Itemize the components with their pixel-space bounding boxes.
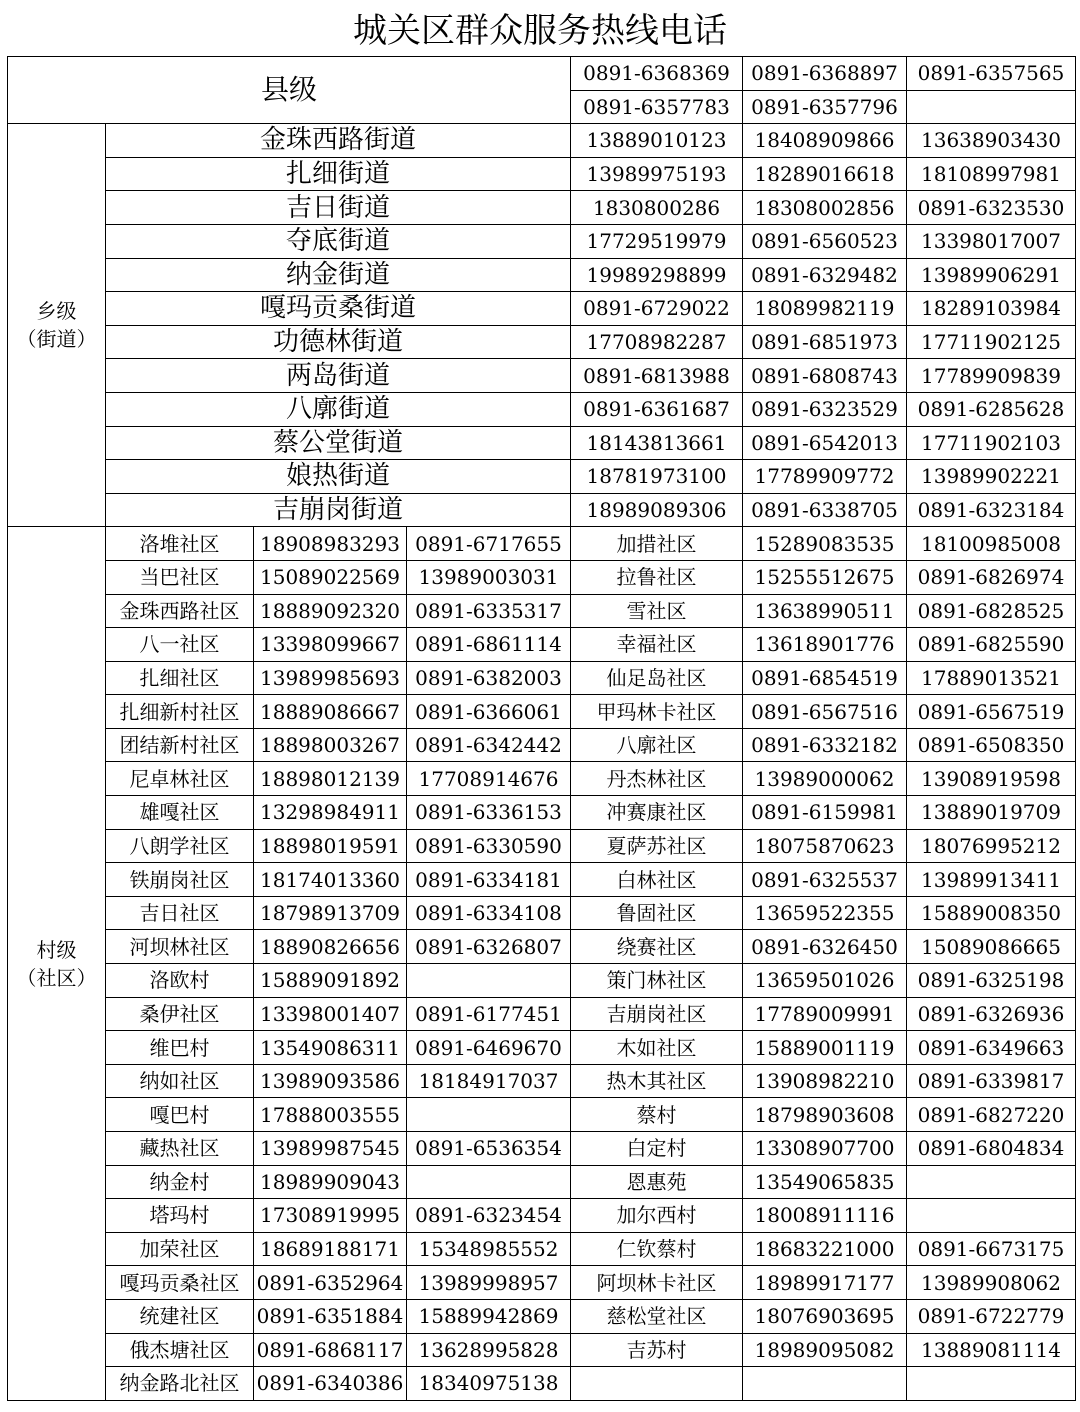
village-row bbox=[8, 762, 1076, 796]
village-row bbox=[8, 1266, 1076, 1300]
community-phone: 0891-6827220 bbox=[907, 1098, 1076, 1132]
community-phone: 13549086311 bbox=[254, 1031, 407, 1065]
street-name: 扎细街道 bbox=[106, 157, 571, 191]
community-phone: 0891-6351884 bbox=[254, 1299, 407, 1333]
street-phone: 19989298899 bbox=[571, 258, 743, 292]
street-phone: 0891-6851973 bbox=[743, 325, 907, 359]
community-phone: 0891-6469670 bbox=[407, 1031, 571, 1065]
community-phone bbox=[407, 1098, 571, 1132]
community-phone: 0891-6326807 bbox=[407, 930, 571, 964]
community-name: 蔡村 bbox=[571, 1098, 743, 1132]
community-phone: 0891-6339817 bbox=[907, 1064, 1076, 1098]
community-phone: 15255512675 bbox=[743, 560, 907, 594]
township-label-line1: 乡级 bbox=[36, 299, 77, 324]
community-phone: 18683221000 bbox=[743, 1232, 907, 1266]
community-name: 仙足岛社区 bbox=[571, 661, 743, 695]
community-name bbox=[571, 1367, 743, 1401]
community-name: 嘎玛贡桑社区 bbox=[106, 1266, 254, 1300]
community-phone: 0891-6330590 bbox=[407, 829, 571, 863]
community-name: 扎细社区 bbox=[106, 661, 254, 695]
community-phone: 0891-6326936 bbox=[907, 997, 1076, 1031]
community-phone: 18174013360 bbox=[254, 863, 407, 897]
community-name: 吉崩岗社区 bbox=[571, 997, 743, 1031]
village-row bbox=[8, 1064, 1076, 1098]
township-row bbox=[8, 325, 1076, 359]
community-phone: 13638990511 bbox=[743, 594, 907, 628]
community-phone: 13989093586 bbox=[254, 1064, 407, 1098]
community-name: 加荣社区 bbox=[106, 1232, 254, 1266]
street-name: 两岛街道 bbox=[106, 359, 571, 393]
street-phone: 0891-6329482 bbox=[743, 258, 907, 292]
street-phone: 18089982119 bbox=[743, 292, 907, 326]
community-phone bbox=[743, 1367, 907, 1401]
township-row bbox=[8, 157, 1076, 191]
street-phone: 0891-6338705 bbox=[743, 493, 907, 527]
community-name: 藏热社区 bbox=[106, 1132, 254, 1166]
community-name: 团结新村社区 bbox=[106, 728, 254, 762]
community-phone: 15089022569 bbox=[254, 560, 407, 594]
street-phone: 0891-6323184 bbox=[907, 493, 1076, 527]
street-phone: 0891-6285628 bbox=[907, 392, 1076, 426]
community-phone: 0891-6508350 bbox=[907, 728, 1076, 762]
street-name: 纳金街道 bbox=[106, 258, 571, 292]
street-phone: 18408909866 bbox=[743, 124, 907, 158]
village-row bbox=[8, 1199, 1076, 1233]
community-name: 俄杰塘社区 bbox=[106, 1333, 254, 1367]
community-phone: 18989917177 bbox=[743, 1266, 907, 1300]
community-phone bbox=[407, 1165, 571, 1199]
community-name: 纳如社区 bbox=[106, 1064, 254, 1098]
village-label-line1: 村级 bbox=[36, 937, 77, 962]
community-name: 加尔西村 bbox=[571, 1199, 743, 1233]
street-phone: 13889010123 bbox=[571, 124, 743, 158]
community-phone: 13989913411 bbox=[907, 863, 1076, 897]
street-phone: 13989975193 bbox=[571, 157, 743, 191]
community-phone: 18340975138 bbox=[407, 1367, 571, 1401]
community-phone: 18008911116 bbox=[743, 1199, 907, 1233]
community-phone: 18908983293 bbox=[254, 527, 407, 561]
township-row bbox=[8, 124, 1076, 158]
community-phone: 0891-6673175 bbox=[907, 1232, 1076, 1266]
community-phone: 18076995212 bbox=[907, 829, 1076, 863]
community-phone: 18689188171 bbox=[254, 1232, 407, 1266]
community-phone: 0891-6861114 bbox=[407, 628, 571, 662]
community-name: 吉苏村 bbox=[571, 1333, 743, 1367]
community-phone: 18076903695 bbox=[743, 1299, 907, 1333]
village-row bbox=[8, 1031, 1076, 1065]
community-name: 河坝林社区 bbox=[106, 930, 254, 964]
community-phone: 13989985693 bbox=[254, 661, 407, 695]
street-phone: 18781973100 bbox=[571, 460, 743, 494]
community-phone: 13989908062 bbox=[907, 1266, 1076, 1300]
community-phone: 0891-6334108 bbox=[407, 896, 571, 930]
street-phone: 18308002856 bbox=[743, 191, 907, 225]
community-phone: 13298984911 bbox=[254, 796, 407, 830]
community-name: 白林社区 bbox=[571, 863, 743, 897]
community-name: 仁钦蔡村 bbox=[571, 1232, 743, 1266]
village-row bbox=[8, 964, 1076, 998]
township-row bbox=[8, 460, 1076, 494]
village-row bbox=[8, 560, 1076, 594]
township-row bbox=[8, 191, 1076, 225]
county-phone: 0891-6357783 bbox=[571, 90, 743, 124]
street-name: 吉日街道 bbox=[106, 191, 571, 225]
community-phone: 13659522355 bbox=[743, 896, 907, 930]
village-row bbox=[8, 728, 1076, 762]
community-phone: 13889019709 bbox=[907, 796, 1076, 830]
community-name: 木如社区 bbox=[571, 1031, 743, 1065]
community-name: 吉日社区 bbox=[106, 896, 254, 930]
street-phone: 18108997981 bbox=[907, 157, 1076, 191]
street-phone: 17789909772 bbox=[743, 460, 907, 494]
street-name: 娘热街道 bbox=[106, 460, 571, 494]
community-phone: 13549065835 bbox=[743, 1165, 907, 1199]
street-phone: 0891-6729022 bbox=[571, 292, 743, 326]
community-phone: 13618901776 bbox=[743, 628, 907, 662]
street-phone: 17711902125 bbox=[907, 325, 1076, 359]
community-name: 纳金村 bbox=[106, 1165, 254, 1199]
street-phone: 13398017007 bbox=[907, 224, 1076, 258]
community-phone: 0891-6722779 bbox=[907, 1299, 1076, 1333]
community-phone: 18889086667 bbox=[254, 695, 407, 729]
street-phone: 0891-6361687 bbox=[571, 392, 743, 426]
village-row bbox=[8, 1132, 1076, 1166]
community-name: 慈松堂社区 bbox=[571, 1299, 743, 1333]
street-name: 八廓街道 bbox=[106, 392, 571, 426]
community-phone: 18184917037 bbox=[407, 1064, 571, 1098]
community-name: 丹杰林社区 bbox=[571, 762, 743, 796]
street-phone: 1830800286 bbox=[571, 191, 743, 225]
village-row bbox=[8, 1098, 1076, 1132]
county-phone bbox=[907, 90, 1076, 124]
township-row bbox=[8, 292, 1076, 326]
community-phone: 15089086665 bbox=[907, 930, 1076, 964]
street-phone: 18289016618 bbox=[743, 157, 907, 191]
community-name: 雪社区 bbox=[571, 594, 743, 628]
village-row bbox=[8, 1367, 1076, 1401]
county-phone: 0891-6368897 bbox=[743, 57, 907, 91]
community-phone: 0891-6334181 bbox=[407, 863, 571, 897]
community-phone: 0891-6325537 bbox=[743, 863, 907, 897]
village-row bbox=[8, 1232, 1076, 1266]
county-phone: 0891-6357796 bbox=[743, 90, 907, 124]
village-row bbox=[8, 930, 1076, 964]
community-phone: 0891-6717655 bbox=[407, 527, 571, 561]
community-phone: 13889081114 bbox=[907, 1333, 1076, 1367]
community-name: 八廓社区 bbox=[571, 728, 743, 762]
community-phone: 17789009991 bbox=[743, 997, 907, 1031]
township-row bbox=[8, 224, 1076, 258]
community-phone: 0891-6825590 bbox=[907, 628, 1076, 662]
community-phone: 0891-6567519 bbox=[907, 695, 1076, 729]
community-name: 纳金路北社区 bbox=[106, 1367, 254, 1401]
community-phone: 15889091892 bbox=[254, 964, 407, 998]
community-phone: 13989000062 bbox=[743, 762, 907, 796]
community-phone: 18989095082 bbox=[743, 1333, 907, 1367]
street-name: 金珠西路街道 bbox=[106, 124, 571, 158]
community-name: 加措社区 bbox=[571, 527, 743, 561]
community-name: 甲玛林卡社区 bbox=[571, 695, 743, 729]
page-title: 城关区群众服务热线电话 bbox=[353, 11, 727, 51]
community-name: 冲赛康社区 bbox=[571, 796, 743, 830]
township-row bbox=[8, 359, 1076, 393]
street-phone: 0891-6560523 bbox=[743, 224, 907, 258]
community-phone: 0891-6567516 bbox=[743, 695, 907, 729]
community-phone: 0891-6804834 bbox=[907, 1132, 1076, 1166]
community-name: 雄嘎社区 bbox=[106, 796, 254, 830]
street-name: 功德林街道 bbox=[106, 325, 571, 359]
community-phone: 17888003555 bbox=[254, 1098, 407, 1132]
street-phone: 13638903430 bbox=[907, 124, 1076, 158]
street-phone: 0891-6808743 bbox=[743, 359, 907, 393]
community-phone: 13908982210 bbox=[743, 1064, 907, 1098]
hotline-table bbox=[7, 56, 1076, 1401]
community-phone: 18798903608 bbox=[743, 1098, 907, 1132]
township-level-label bbox=[8, 124, 106, 527]
community-phone: 18889092320 bbox=[254, 594, 407, 628]
community-phone: 0891-6868117 bbox=[254, 1333, 407, 1367]
street-phone: 13989906291 bbox=[907, 258, 1076, 292]
community-phone: 0891-6159981 bbox=[743, 796, 907, 830]
community-phone: 0891-6177451 bbox=[407, 997, 571, 1031]
community-phone: 0891-6349663 bbox=[907, 1031, 1076, 1065]
community-phone: 15289083535 bbox=[743, 527, 907, 561]
village-row bbox=[8, 1165, 1076, 1199]
township-row bbox=[8, 426, 1076, 460]
village-row bbox=[8, 997, 1076, 1031]
community-name: 洛堆社区 bbox=[106, 527, 254, 561]
community-name: 尼卓林社区 bbox=[106, 762, 254, 796]
township-row bbox=[8, 258, 1076, 292]
community-phone: 0891-6332182 bbox=[743, 728, 907, 762]
village-row bbox=[8, 527, 1076, 561]
township-label-line2: （街道） bbox=[16, 327, 97, 352]
community-phone: 18890826656 bbox=[254, 930, 407, 964]
village-row bbox=[8, 594, 1076, 628]
street-phone: 17708982287 bbox=[571, 325, 743, 359]
community-phone bbox=[907, 1199, 1076, 1233]
village-row bbox=[8, 661, 1076, 695]
community-name: 桑伊社区 bbox=[106, 997, 254, 1031]
community-name: 八朗学社区 bbox=[106, 829, 254, 863]
village-row bbox=[8, 695, 1076, 729]
community-name: 洛欧村 bbox=[106, 964, 254, 998]
street-name: 蔡公堂街道 bbox=[106, 426, 571, 460]
county-phone: 0891-6368369 bbox=[571, 57, 743, 91]
community-phone: 18898019591 bbox=[254, 829, 407, 863]
village-row bbox=[8, 896, 1076, 930]
village-row bbox=[8, 1299, 1076, 1333]
community-phone: 0891-6826974 bbox=[907, 560, 1076, 594]
community-phone: 13908919598 bbox=[907, 762, 1076, 796]
community-phone: 18989909043 bbox=[254, 1165, 407, 1199]
community-phone: 0891-6382003 bbox=[407, 661, 571, 695]
street-phone: 0891-6323529 bbox=[743, 392, 907, 426]
county-row bbox=[8, 57, 1076, 91]
community-name: 拉鲁社区 bbox=[571, 560, 743, 594]
community-phone: 18898003267 bbox=[254, 728, 407, 762]
community-name: 鲁固社区 bbox=[571, 896, 743, 930]
community-phone: 13398001407 bbox=[254, 997, 407, 1031]
community-phone: 0891-6854519 bbox=[743, 661, 907, 695]
community-name: 热木其社区 bbox=[571, 1064, 743, 1098]
community-name: 统建社区 bbox=[106, 1299, 254, 1333]
community-phone: 0891-6336153 bbox=[407, 796, 571, 830]
street-phone: 18289103984 bbox=[907, 292, 1076, 326]
street-phone: 0891-6323530 bbox=[907, 191, 1076, 225]
community-phone: 0891-6352964 bbox=[254, 1266, 407, 1300]
community-phone: 13989003031 bbox=[407, 560, 571, 594]
community-phone: 13659501026 bbox=[743, 964, 907, 998]
street-phone: 18143813661 bbox=[571, 426, 743, 460]
community-name: 八一社区 bbox=[106, 628, 254, 662]
street-phone: 0891-6813988 bbox=[571, 359, 743, 393]
community-phone: 0891-6323454 bbox=[407, 1199, 571, 1233]
community-phone: 13989998957 bbox=[407, 1266, 571, 1300]
street-phone: 18989089306 bbox=[571, 493, 743, 527]
village-row bbox=[8, 863, 1076, 897]
community-phone: 17708914676 bbox=[407, 762, 571, 796]
community-name: 幸福社区 bbox=[571, 628, 743, 662]
community-phone: 0891-6340386 bbox=[254, 1367, 407, 1401]
community-phone: 0891-6342442 bbox=[407, 728, 571, 762]
community-name: 当巴社区 bbox=[106, 560, 254, 594]
community-phone: 13398099667 bbox=[254, 628, 407, 662]
community-phone: 18798913709 bbox=[254, 896, 407, 930]
community-name: 恩惠苑 bbox=[571, 1165, 743, 1199]
street-phone: 17711902103 bbox=[907, 426, 1076, 460]
township-row bbox=[8, 392, 1076, 426]
street-name: 夺底街道 bbox=[106, 224, 571, 258]
village-row bbox=[8, 796, 1076, 830]
village-row bbox=[8, 1333, 1076, 1367]
community-phone: 0891-6366061 bbox=[407, 695, 571, 729]
community-phone: 17308919995 bbox=[254, 1199, 407, 1233]
street-phone: 0891-6542013 bbox=[743, 426, 907, 460]
street-phone: 17729519979 bbox=[571, 224, 743, 258]
street-phone: 13989902221 bbox=[907, 460, 1076, 494]
county-label: 县级 bbox=[8, 57, 571, 124]
community-phone: 13628995828 bbox=[407, 1333, 571, 1367]
village-level-label bbox=[8, 527, 106, 1400]
community-phone: 18075870623 bbox=[743, 829, 907, 863]
community-name: 嘎巴村 bbox=[106, 1098, 254, 1132]
community-phone bbox=[907, 1165, 1076, 1199]
community-phone bbox=[907, 1367, 1076, 1401]
community-phone: 15889942869 bbox=[407, 1299, 571, 1333]
community-phone: 13308907700 bbox=[743, 1132, 907, 1166]
community-name: 维巴村 bbox=[106, 1031, 254, 1065]
community-name: 策门林社区 bbox=[571, 964, 743, 998]
community-phone: 13989987545 bbox=[254, 1132, 407, 1166]
township-row bbox=[8, 493, 1076, 527]
village-row bbox=[8, 628, 1076, 662]
community-name: 扎细新村社区 bbox=[106, 695, 254, 729]
street-phone: 17789909839 bbox=[907, 359, 1076, 393]
community-name: 铁崩岗社区 bbox=[106, 863, 254, 897]
community-name: 白定村 bbox=[571, 1132, 743, 1166]
village-row bbox=[8, 829, 1076, 863]
community-name: 金珠西路社区 bbox=[106, 594, 254, 628]
community-phone: 0891-6828525 bbox=[907, 594, 1076, 628]
community-name: 绕赛社区 bbox=[571, 930, 743, 964]
village-label-line2: （社区） bbox=[16, 965, 97, 990]
community-phone: 15889008350 bbox=[907, 896, 1076, 930]
street-name: 吉崩岗街道 bbox=[106, 493, 571, 527]
community-phone: 0891-6335317 bbox=[407, 594, 571, 628]
community-name: 塔玛村 bbox=[106, 1199, 254, 1233]
community-phone: 15889001119 bbox=[743, 1031, 907, 1065]
community-name: 夏萨苏社区 bbox=[571, 829, 743, 863]
community-phone: 18898012139 bbox=[254, 762, 407, 796]
community-phone: 0891-6536354 bbox=[407, 1132, 571, 1166]
community-phone: 0891-6325198 bbox=[907, 964, 1076, 998]
community-name: 阿坝林卡社区 bbox=[571, 1266, 743, 1300]
county-phone: 0891-6357565 bbox=[907, 57, 1076, 91]
community-phone: 0891-6326450 bbox=[743, 930, 907, 964]
community-phone: 18100985008 bbox=[907, 527, 1076, 561]
community-phone bbox=[407, 964, 571, 998]
community-phone: 15348985552 bbox=[407, 1232, 571, 1266]
street-name: 嘎玛贡桑街道 bbox=[106, 292, 571, 326]
community-phone: 17889013521 bbox=[907, 661, 1076, 695]
